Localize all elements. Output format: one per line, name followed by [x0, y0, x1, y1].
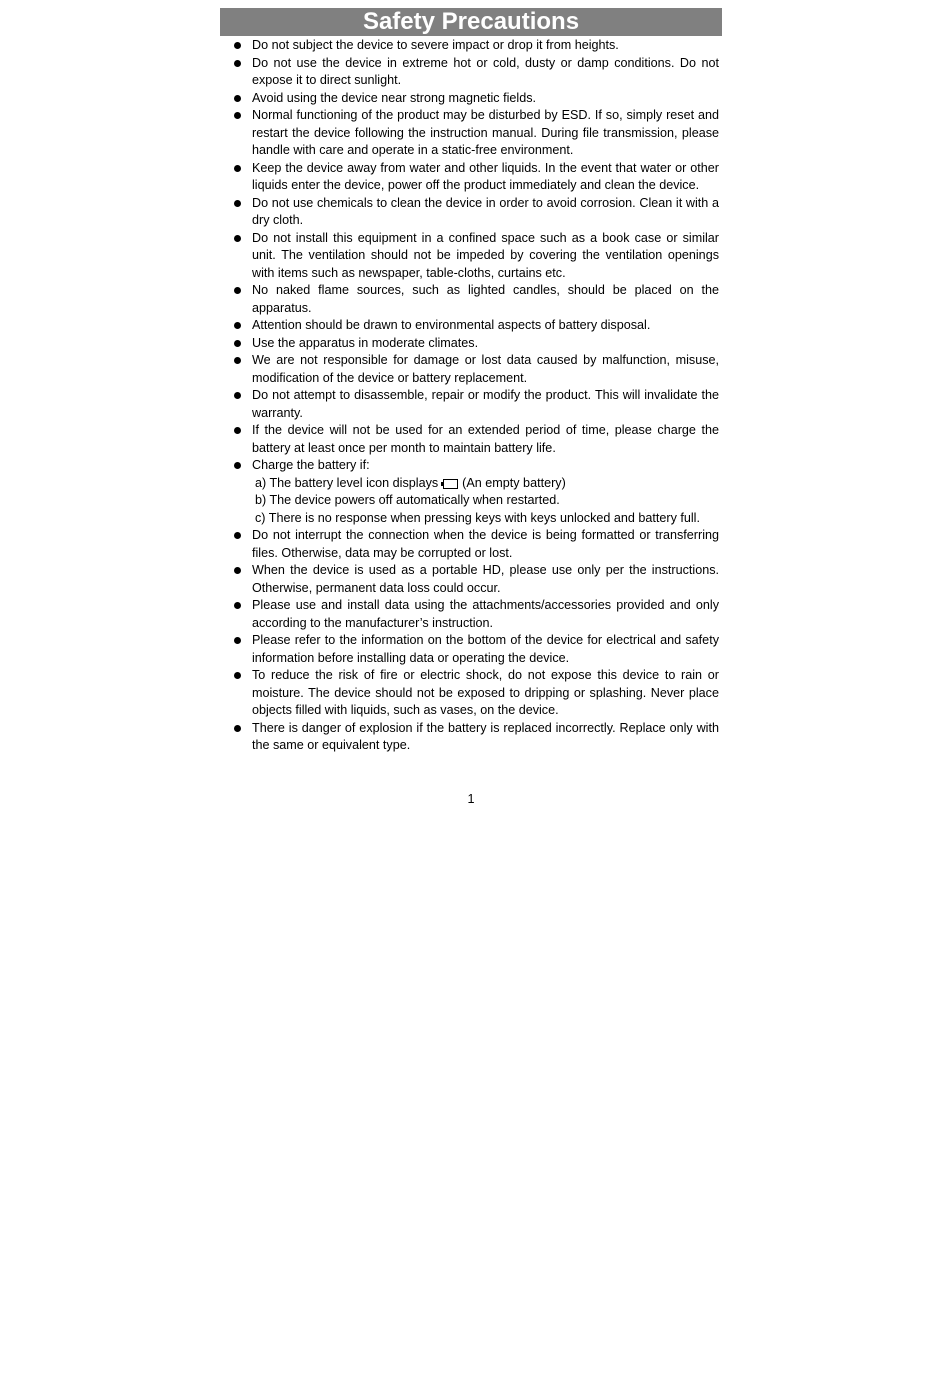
precautions-list: [220, 37, 722, 755]
charge-a-prefix: a) The battery level icon displays: [255, 475, 439, 490]
list-item: [220, 597, 722, 632]
bullet-icon: [234, 357, 241, 364]
charge-condition-b: b) The device powers off automatically when restarted.: [255, 493, 560, 507]
list-item-text: Keep the device away from water and other liquids. In the event that water or other liquids enter the device, power off the product immediately and clean the device.: [252, 160, 719, 192]
list-item-text: There is danger of explosion if the battery is replaced incorrectly. Replace only with the same or equivalent type.: [252, 720, 719, 752]
list-item-text: We are not responsible for damage or lost data caused by malfunction, misuse, modification of the device or battery replacement.: [252, 353, 719, 385]
bullet-icon: [234, 60, 241, 67]
list-item: [220, 55, 722, 90]
bullet-icon: [234, 725, 241, 732]
list-item-text: To reduce the risk of fire or electric shock, do not expose this device to rain or moisture. The device should not be exposed to dripping or splashing. Never place objects filled with liquids, such as vases, on the device.: [252, 668, 719, 717]
list-item: [220, 107, 722, 160]
list-item-text: Avoid using the device near strong magnetic fields.: [252, 90, 536, 105]
list-item-text: If the device will not be used for an extended period of time, please charge the battery at least once per month to maintain battery life.: [252, 423, 719, 455]
list-item-text: Normal functioning of the product may be disturbed by ESD. If so, simply reset and restart the device following the instruction manual. During file transmission, please handle with care and operate in a static-free environment.: [252, 108, 719, 157]
list-item: [220, 352, 722, 387]
section-title: Safety Precautions: [220, 8, 722, 36]
charge-a-suffix: (An empty battery): [462, 475, 566, 490]
empty-battery-icon: [443, 479, 458, 489]
list-item: [220, 37, 722, 55]
bullet-icon: [234, 392, 241, 399]
list-item-text: Do not use the device in extreme hot or cold, dusty or damp conditions. Do not expose it to direct sunlight.: [252, 55, 719, 87]
list-item-text: Please use and install data using the attachments/accessories provided and only according to the manufacturer’s instruction.: [252, 598, 719, 630]
list-item: [220, 195, 722, 230]
list-item: [220, 387, 722, 422]
bullet-icon: [234, 462, 241, 469]
list-item-charge: [220, 457, 722, 527]
bullet-icon: [234, 112, 241, 119]
list-item: [220, 90, 722, 108]
list-item-text: Attention should be drawn to environmental aspects of battery disposal.: [252, 318, 651, 332]
list-item-text: Do not attempt to disassemble, repair or modify the product. This will invalidate the warranty.: [252, 388, 719, 420]
list-item-text: Do not subject the device to severe impact or drop it from heights.: [252, 38, 619, 52]
bullet-icon: [234, 235, 241, 242]
bullet-icon: [234, 42, 241, 49]
list-item-text: No naked flame sources, such as lighted candles, should be placed on the apparatus.: [252, 283, 719, 315]
list-item: [220, 527, 722, 562]
bullet-icon: [234, 567, 241, 574]
list-item-text: Use the apparatus in moderate climates.: [252, 335, 479, 350]
page-number: 1: [467, 792, 475, 806]
bullet-icon: [234, 532, 241, 539]
charge-condition-c: c) There is no response when pressing keys with keys unlocked and battery full.: [255, 510, 700, 525]
document-page: [220, 8, 722, 755]
charge-intro: Charge the battery if:: [252, 458, 370, 472]
list-item-text: Do not interrupt the connection when the device is being formatted or transferring files. Otherwise, data may be corrupted or lost.: [252, 528, 719, 560]
list-item: [220, 230, 722, 283]
list-item-text: Do not install this equipment in a confined space such as a book case or similar unit. The ventilation should not be impeded by covering the ventilation openings with items such as newspaper, table-cloths, curtains etc.: [252, 230, 719, 280]
list-item-text: Do not use chemicals to clean the device in order to avoid corrosion. Clean it with a dry cloth.: [252, 195, 719, 227]
bullet-icon: [234, 427, 241, 434]
bullet-icon: [234, 287, 241, 294]
list-item: [220, 562, 722, 597]
bullet-icon: [234, 672, 241, 679]
list-item: [220, 160, 722, 195]
list-item: [220, 282, 722, 317]
bullet-icon: [234, 322, 241, 329]
bullet-icon: [234, 95, 241, 102]
list-item: [220, 317, 722, 335]
bullet-icon: [234, 340, 241, 347]
bullet-icon: [234, 165, 241, 172]
list-item: [220, 422, 722, 457]
charge-condition-a: [252, 475, 719, 493]
bullet-icon: [234, 200, 241, 207]
list-item: [220, 667, 722, 720]
bullet-icon: [234, 602, 241, 609]
list-item: [220, 632, 722, 667]
list-item: [220, 335, 722, 353]
bullet-icon: [234, 637, 241, 644]
list-item-text: When the device is used as a portable HD, please use only per the instructions. Otherwise, permanent data loss could occur.: [252, 563, 719, 595]
list-item: [220, 720, 722, 755]
list-item-text: Please refer to the information on the bottom of the device for electrical and safety information before installing data or operating the device.: [252, 633, 719, 665]
